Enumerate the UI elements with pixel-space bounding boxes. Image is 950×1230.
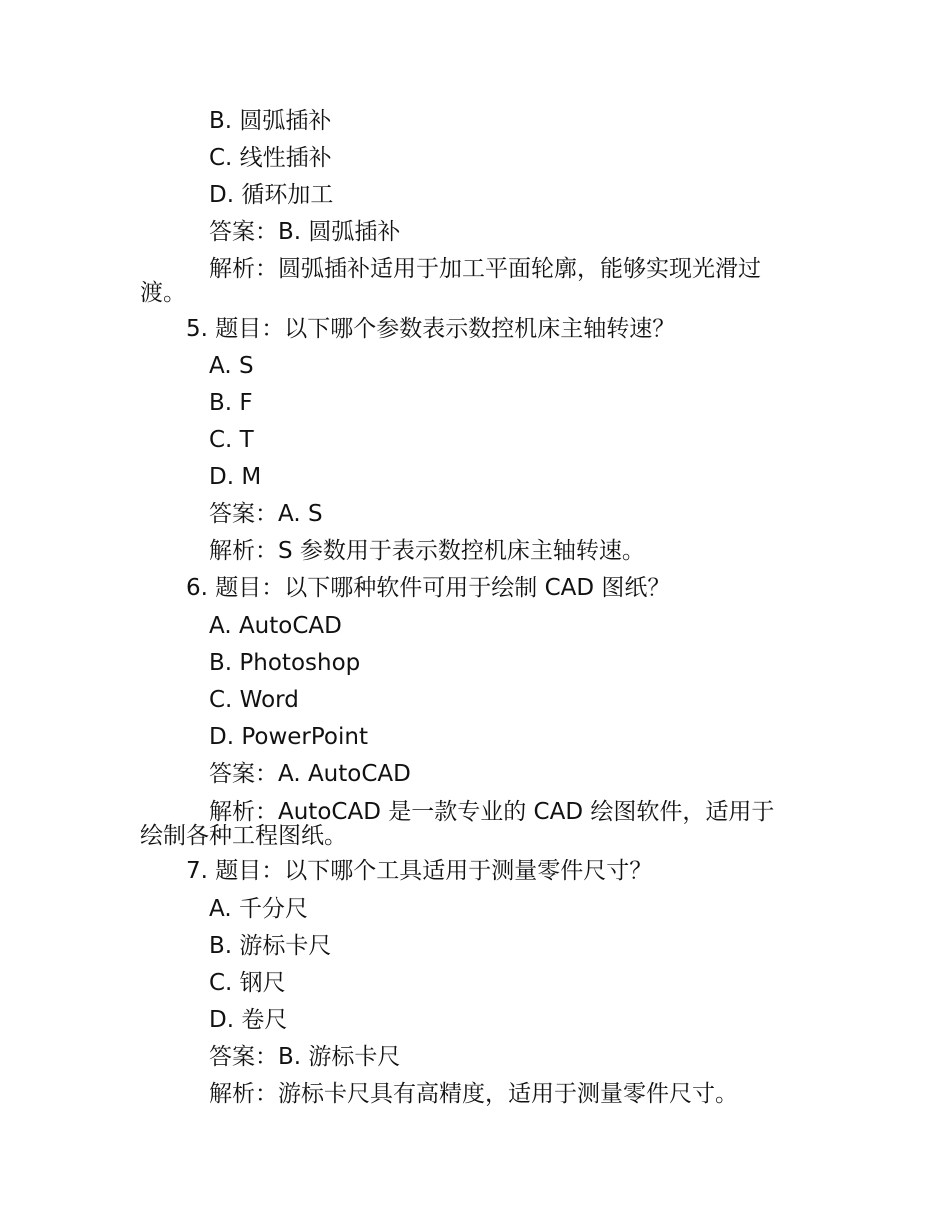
q6-explanation: 解析：AutoCAD 是一款专业的 CAD 绘图软件，适用于 — [209, 799, 775, 825]
q7-option-a: A. 千分尺 — [209, 896, 308, 922]
q4-explanation: 解析：圆弧插补适用于加工平面轮廓，能够实现光滑过 — [209, 256, 761, 282]
q4-explanation-continued: 渡。 — [140, 280, 186, 306]
q7-answer: 答案：B. 游标卡尺 — [209, 1044, 401, 1070]
q4-option-b: B. 圆弧插补 — [209, 108, 332, 134]
q6-answer: 答案：A. AutoCAD — [209, 761, 411, 787]
q7-option-c: C. 钢尺 — [209, 970, 286, 996]
q4-option-d: D. 循环加工 — [209, 182, 334, 208]
q5-option-b: B. F — [209, 390, 253, 416]
q6-explanation-continued: 绘制各种工程图纸。 — [140, 823, 347, 849]
q5-explanation: 解析：S 参数用于表示数控机床主轴转速。 — [209, 538, 645, 564]
q6-option-b: B. Photoshop — [209, 650, 361, 676]
q5-answer: 答案：A. S — [209, 501, 323, 527]
q5-option-d: D. M — [209, 464, 262, 490]
q5-question: 5. 题目：以下哪个参数表示数控机床主轴转速？ — [186, 316, 676, 342]
q5-option-a: A. S — [209, 353, 254, 379]
q6-option-c: C. Word — [209, 687, 299, 713]
q4-answer: 答案：B. 圆弧插补 — [209, 219, 401, 245]
q7-option-d: D. 卷尺 — [209, 1007, 288, 1033]
q4-option-c: C. 线性插补 — [209, 145, 332, 171]
q7-option-b: B. 游标卡尺 — [209, 933, 332, 959]
q6-option-d: D. PowerPoint — [209, 724, 368, 750]
q7-explanation: 解析：游标卡尺具有高精度，适用于测量零件尺寸。 — [209, 1081, 738, 1107]
q6-question: 6. 题目：以下哪种软件可用于绘制 CAD 图纸？ — [186, 575, 671, 601]
q6-option-a: A. AutoCAD — [209, 613, 342, 639]
q5-option-c: C. T — [209, 427, 254, 453]
q7-question: 7. 题目：以下哪个工具适用于测量零件尺寸？ — [186, 858, 653, 884]
